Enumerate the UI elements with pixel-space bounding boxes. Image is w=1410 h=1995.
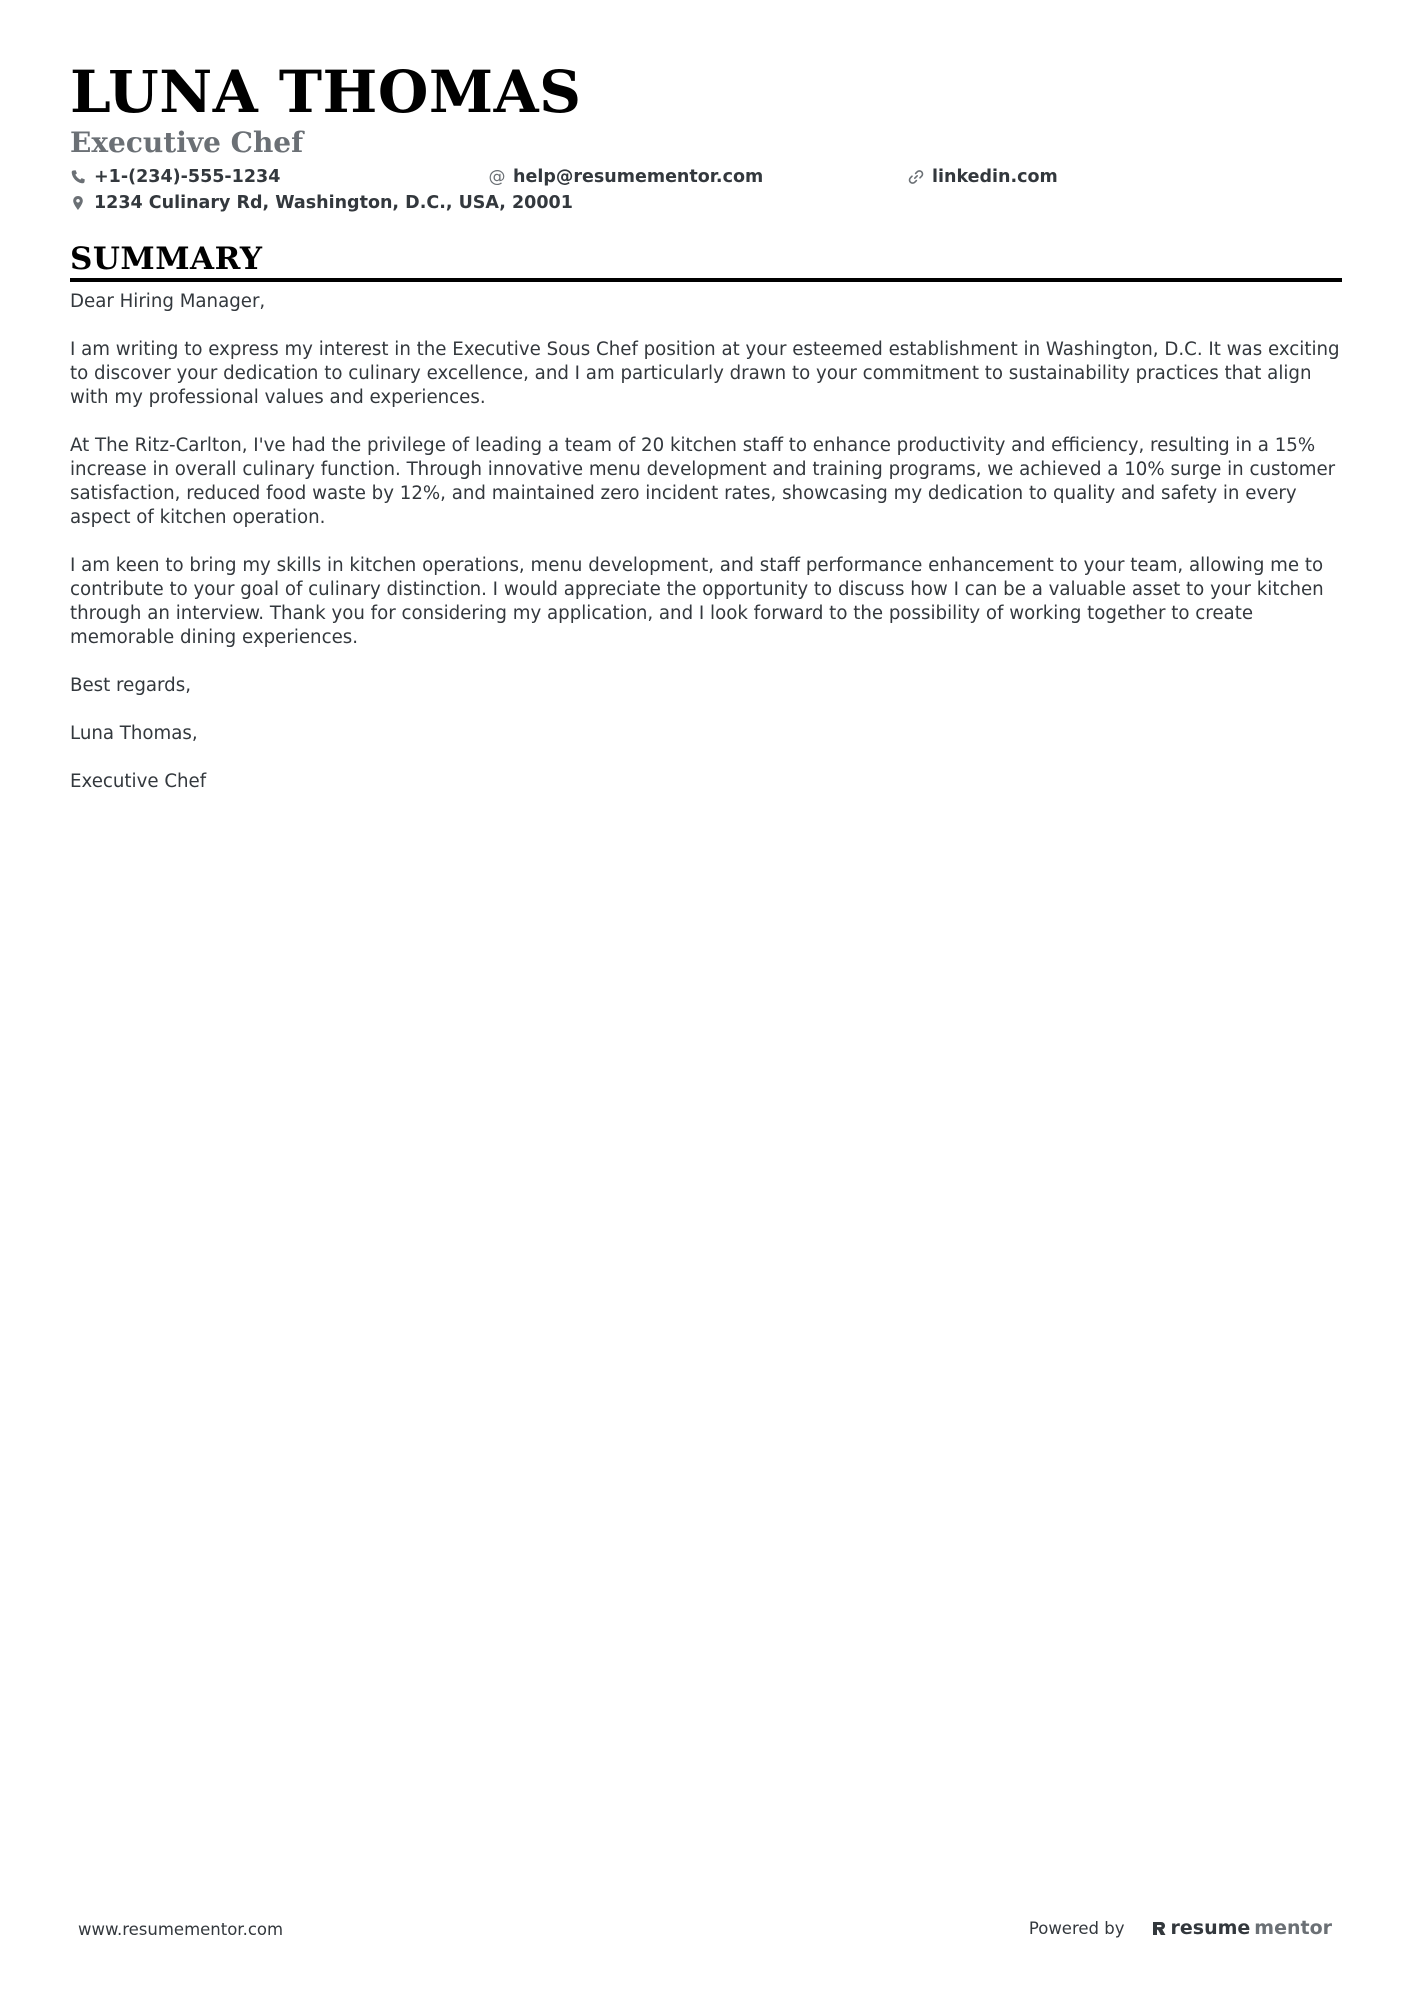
phone-icon — [70, 169, 86, 185]
resumementor-logo-icon — [1151, 1920, 1167, 1936]
summary-heading: SUMMARY — [70, 241, 263, 277]
footer-website[interactable]: www.resumementor.com — [78, 1920, 284, 1939]
contact-row-1 — [70, 164, 1342, 190]
contact-linkedin[interactable] — [908, 167, 1058, 187]
closing: Best regards, — [70, 675, 191, 696]
signature-title: Executive Chef — [70, 771, 207, 792]
contact-phone — [70, 167, 489, 187]
brand-logo[interactable] — [1151, 1917, 1333, 1939]
contact-row-2 — [70, 190, 1342, 216]
address-text: 1234 Culinary Rd, Washington, D.C., USA, 20001 — [94, 193, 573, 213]
candidate-name: LUNA THOMAS — [70, 58, 582, 126]
contact-email[interactable] — [489, 167, 908, 187]
location-pin-icon — [70, 195, 86, 211]
email-text[interactable]: help@resumementor.com — [513, 167, 764, 187]
brand-name-bold: resume — [1170, 1917, 1251, 1939]
signature-name: Luna Thomas, — [70, 723, 198, 744]
phone-text: +1-(234)-555-1234 — [94, 167, 281, 187]
footer-branding — [1029, 1917, 1332, 1939]
powered-by-label: Powered by — [1028, 1918, 1125, 1938]
job-title: Executive Chef — [70, 126, 304, 159]
at-icon: @ — [488, 167, 506, 187]
letter-paragraph-1: I am writing to express my interest in the Executive Sous Chef position at your esteemed establishment in Washington, D.C. It was exciting to discover your dedication to culinary excellence, and I am particularly drawn to your commitment to sustainability practices that align with my professional values and experiences. — [70, 339, 1340, 408]
resume-page — [70, 58, 1342, 818]
brand-name-light: mentor — [1254, 1917, 1332, 1939]
linkedin-text[interactable]: linkedin.com — [932, 167, 1058, 187]
section-divider — [70, 278, 1342, 282]
contact-address — [70, 193, 573, 213]
cover-letter-body — [70, 290, 1342, 794]
salutation: Dear Hiring Manager, — [70, 291, 266, 312]
letter-paragraph-2: At The Ritz-Carlton, I've had the privilege of leading a team of 20 kitchen staff to enhance productivity and efficiency, resulting in a 15% increase in overall culinary function. Through innovative menu development and training programs, we achieved a 10% surge in customer satisfaction, reduced food waste by 12%, and maintained zero incident rates, showcasing my dedication to quality and safety in every aspect of kitchen operation. — [70, 435, 1336, 528]
letter-paragraph-3: I am keen to bring my skills in kitchen operations, menu development, and staff performance enhancement to your team, allowing me to contribute to your goal of culinary distinction. I would appreciate the opportunity to discuss how I can be a valuable asset to your kitchen through an interview. Thank you for considering my application, and I look forward to the possibility of working together to create memorable dining experiences. — [70, 555, 1324, 648]
link-icon — [908, 169, 924, 185]
